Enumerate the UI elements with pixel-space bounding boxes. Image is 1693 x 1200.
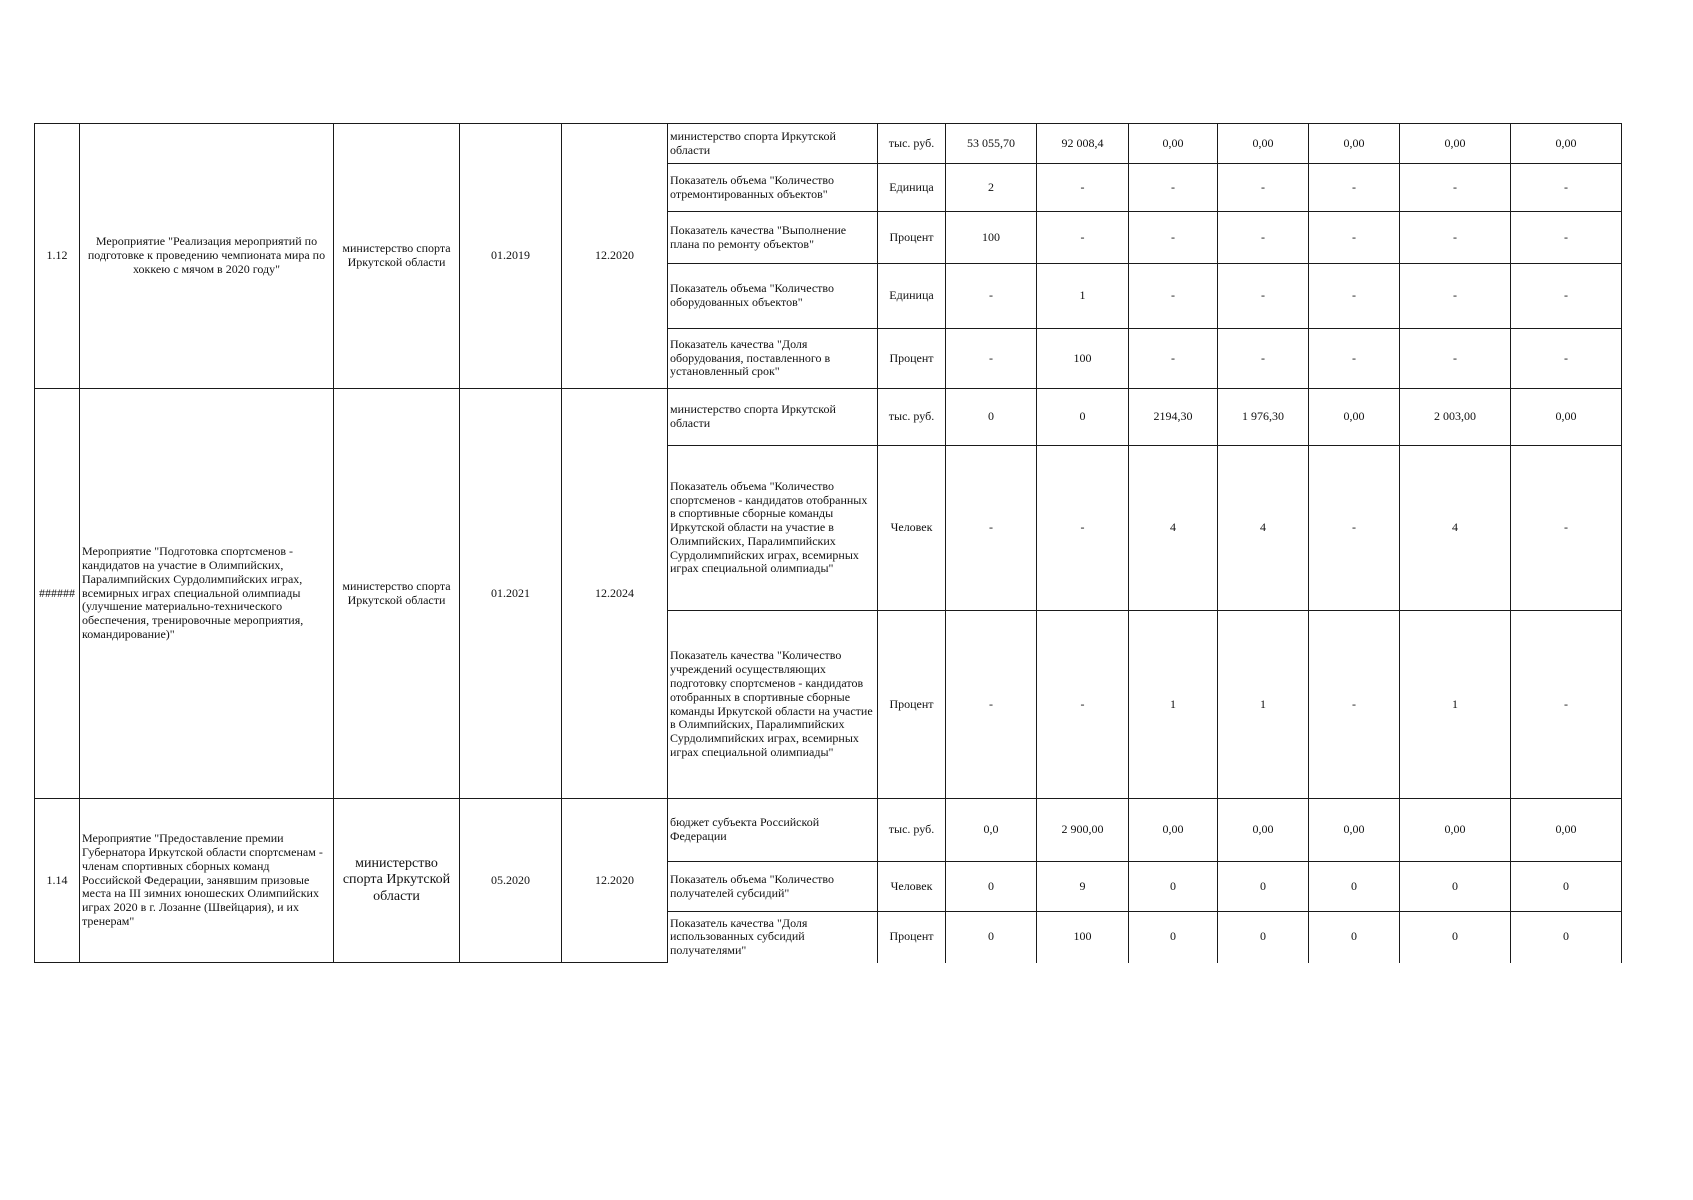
value-2025: - [1511,264,1622,329]
measure-name: Мероприятие "Подготовка спортсменов - кандидатов на участие в Олимпийских, Паралимпийских Сурдолимпийских играх, всемирных играх специальной олимпиады (улучшение материально-технического обеспечения, тренировочные мероприятия, командирование)" [80,389,334,799]
value-2022: - [1218,164,1309,212]
indicator-unit: Процент [878,212,946,264]
indicator-label: Показатель объема "Количество получателей субсидий" [668,862,878,912]
indicator-label: Показатель объема "Количество отремонтированных объектов" [668,164,878,212]
value-2025: - [1511,446,1622,611]
indicator-unit: тыс. руб. [878,124,946,164]
value-2020: 100 [1037,912,1129,963]
value-2020: 0 [1037,389,1129,446]
value-2023: - [1309,611,1400,799]
value-2024: 1 [1400,611,1511,799]
value-2021: 2194,30 [1129,389,1218,446]
value-2019: 0,0 [946,799,1037,862]
value-2021: 1 [1129,611,1218,799]
value-2019: - [946,329,1037,389]
value-2023: - [1309,329,1400,389]
value-2019: 100 [946,212,1037,264]
value-2021: - [1129,329,1218,389]
value-2024: - [1400,329,1511,389]
value-2025: 0,00 [1511,799,1622,862]
table-row [35,124,1622,164]
value-2019: 0 [946,389,1037,446]
value-2021: 0,00 [1129,124,1218,164]
indicator-unit: Единица [878,264,946,329]
value-2019: - [946,446,1037,611]
value-2025: - [1511,611,1622,799]
value-2024: - [1400,264,1511,329]
value-2019: - [946,264,1037,329]
indicator-unit: Человек [878,862,946,912]
value-2022: - [1218,212,1309,264]
value-2022: - [1218,264,1309,329]
measure-executor: министерство спорта Иркутской области [334,389,460,799]
indicator-label: бюджет субъекта Российской Федерации [668,799,878,862]
value-2022: 4 [1218,446,1309,611]
value-2025: 0 [1511,862,1622,912]
measure-number: 1.14 [35,799,80,963]
value-2021: 0,00 [1129,799,1218,862]
value-2023: 0,00 [1309,799,1400,862]
value-2020: 92 008,4 [1037,124,1129,164]
table-row [35,799,1622,862]
value-2024: - [1400,164,1511,212]
value-2021: - [1129,264,1218,329]
value-2024: 0 [1400,862,1511,912]
indicator-unit: Процент [878,329,946,389]
measure-executor: министерство спорта Иркутской области [334,799,460,963]
value-2023: 0 [1309,912,1400,963]
indicator-label: министерство спорта Иркутской области [668,124,878,164]
value-2024: 4 [1400,446,1511,611]
table-body [35,124,1622,963]
value-2021: 0 [1129,862,1218,912]
value-2024: 0,00 [1400,799,1511,862]
indicator-unit: Процент [878,611,946,799]
value-2020: - [1037,164,1129,212]
measures-table [34,123,1622,963]
value-2023: - [1309,212,1400,264]
value-2024: - [1400,212,1511,264]
measure-number: 1.12 [35,124,80,389]
measure-end-date: 12.2024 [562,389,668,799]
indicator-label: министерство спорта Иркутской области [668,389,878,446]
value-2023: 0,00 [1309,389,1400,446]
value-2022: 0 [1218,862,1309,912]
value-2019: 0 [946,912,1037,963]
indicator-label: Показатель качества "Количество учреждений осуществляющих подготовку спортсменов - кандидатов отобранных в спортивные сборные команды Иркутской области на участие в Олимпийских, Паралимпийских Сурдолимпийских играх, всемирных играх специальной олимпиады" [668,611,878,799]
value-2020: - [1037,446,1129,611]
value-2023: 0 [1309,862,1400,912]
value-2025: 0,00 [1511,389,1622,446]
indicator-label: Показатель объема "Количество спортсменов - кандидатов отобранных в спортивные сборные команды Иркутской области на участие в Олимпийских, Паралимпийских Сурдолимпийских играх, всемирных играх специальной олимпиады" [668,446,878,611]
value-2020: - [1037,611,1129,799]
measure-number: ###### [35,389,80,799]
value-2020: 1 [1037,264,1129,329]
value-2025: - [1511,212,1622,264]
value-2025: - [1511,329,1622,389]
value-2022: - [1218,329,1309,389]
value-2021: 0 [1129,912,1218,963]
value-2021: - [1129,212,1218,264]
indicator-label: Показатель качества "Доля оборудования, поставленного в установленный срок" [668,329,878,389]
value-2024: 0,00 [1400,124,1511,164]
value-2025: - [1511,164,1622,212]
value-2023: - [1309,164,1400,212]
measure-start-date: 05.2020 [460,799,562,963]
value-2020: 100 [1037,329,1129,389]
value-2022: 0,00 [1218,124,1309,164]
measure-executor: министерство спорта Иркутской области [334,124,460,389]
measure-name: Мероприятие "Предоставление премии Губернатора Иркутской области спортсменам - членам спортивных сборных команд Российской Федерации, занявшим призовые места на III зимних юношеских Олимпийских играх 2020 в г. Лозанне (Швейцария), и их тренерам" [80,799,334,963]
indicator-label: Показатель качества "Выполнение плана по ремонту объектов" [668,212,878,264]
indicator-unit: Процент [878,912,946,963]
value-2023: - [1309,446,1400,611]
value-2019: 2 [946,164,1037,212]
value-2022: 1 976,30 [1218,389,1309,446]
measure-start-date: 01.2019 [460,124,562,389]
indicator-unit: тыс. руб. [878,389,946,446]
measure-start-date: 01.2021 [460,389,562,799]
value-2025: 0 [1511,912,1622,963]
value-2023: 0,00 [1309,124,1400,164]
value-2019: - [946,611,1037,799]
measure-end-date: 12.2020 [562,124,668,389]
value-2021: - [1129,164,1218,212]
value-2019: 53 055,70 [946,124,1037,164]
indicator-unit: Человек [878,446,946,611]
value-2025: 0,00 [1511,124,1622,164]
value-2020: 2 900,00 [1037,799,1129,862]
indicator-unit: Единица [878,164,946,212]
indicator-label: Показатель качества "Доля использованных субсидий получателями" [668,912,878,963]
value-2024: 2 003,00 [1400,389,1511,446]
value-2022: 1 [1218,611,1309,799]
value-2019: 0 [946,862,1037,912]
value-2024: 0 [1400,912,1511,963]
indicator-label: Показатель объема "Количество оборудованных объектов" [668,264,878,329]
value-2022: 0 [1218,912,1309,963]
value-2020: 9 [1037,862,1129,912]
value-2021: 4 [1129,446,1218,611]
value-2023: - [1309,264,1400,329]
indicator-unit: тыс. руб. [878,799,946,862]
value-2020: - [1037,212,1129,264]
measure-end-date: 12.2020 [562,799,668,963]
value-2022: 0,00 [1218,799,1309,862]
table-row [35,389,1622,446]
measure-name: Мероприятие "Реализация мероприятий по подготовке к проведению чемпионата мира по хоккею с мячом в 2020 году" [80,124,334,389]
